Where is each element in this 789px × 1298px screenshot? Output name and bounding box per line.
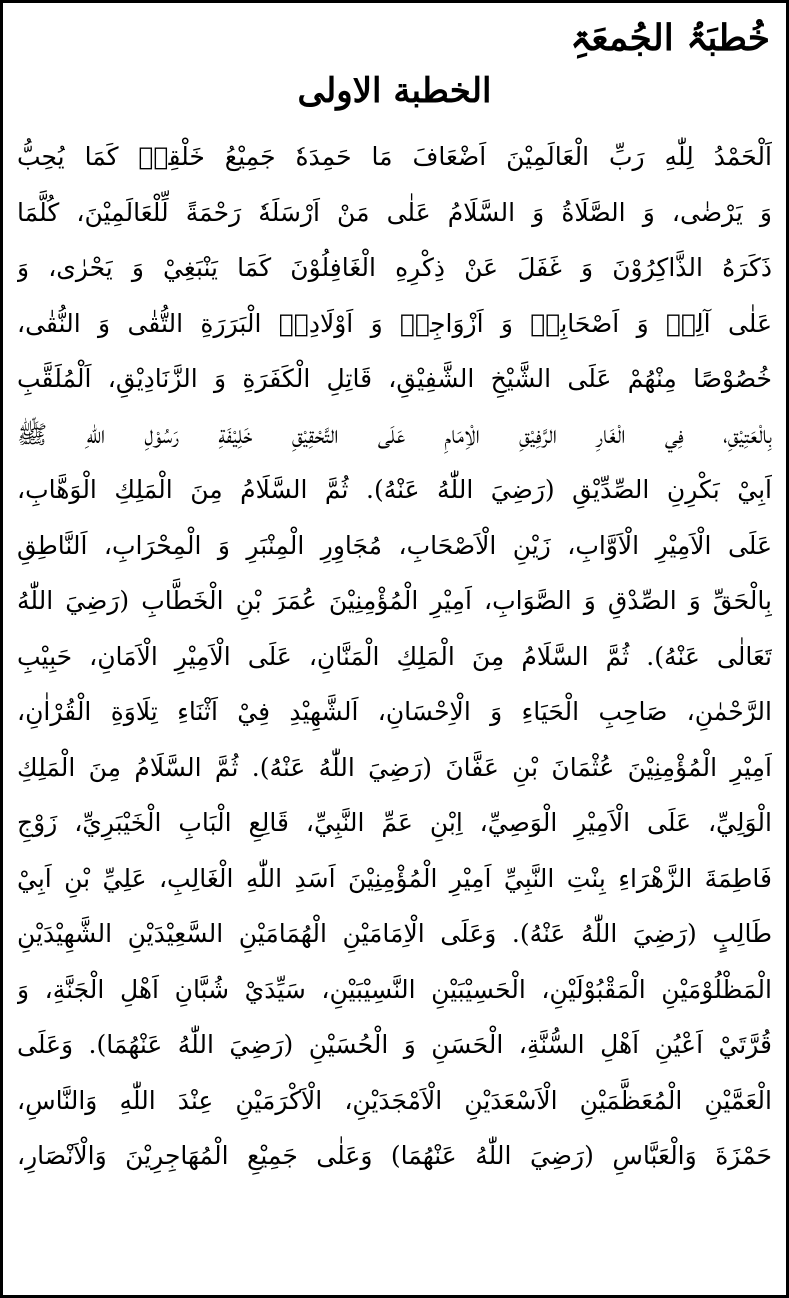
text-line: قُرَّتَيْ اَعْيُنِ اَهْلِ السُّنَّةِ، الْحَسَنِ وَ الْحُسَيْنِ (رَضِيَ اللّٰهُ عَنْهُمَا). وَعَلَى	[17, 1030, 772, 1059]
text-line: الْمَظْلُوْمَيْنِ الْمَقْبُوْلَيْنِ، الْحَسِيْبَيْنِ النَّسِيْبَيْنِ، سَيِّدَيْ شُبَّانِ اَهْلِ الْجَنَّةِ، وَ	[17, 974, 772, 1004]
text-line: خُصُوْصًا مِنْهُمْ عَلَى الشَّيْخِ الشَّفِيْقِ، قَاتِلِ الْكَفَرَةِ وَ الزَّنَادِيْقِ، اَلْمُلَقَّبِ	[17, 364, 772, 393]
text-line: وَ يَرْضٰى، وَ الصَّلَاةُ وَ السَّلَامُ عَلٰى مَنْ اَرْسَلَهٗ رَحْمَةً لِّلْعَالَمِيْنَ، كُلَّمَا	[17, 197, 772, 227]
text-line: الْوَلِيِّ، عَلَى الْاَمِيْرِ الْوَصِيِّ، اِبْنِ عَمِّ النَّبِيِّ، قَالِعِ الْبَابِ الْخَيْبَرِيِّ، زَوْجِ	[17, 808, 772, 837]
text-line: فَاطِمَةَ الزَّهْرَاءِ بِنْتِ النَّبِيِّ اَمِيْرِ الْمُؤْمِنِيْنَ اَسَدِ اللّٰهِ الْغَالِبِ، عَلِيِّ بْنِ اَبِيْ	[17, 863, 772, 893]
text-line: الرَّحْمٰنِ، صَاحِبِ الْحَيَاءِ وَ الْاِحْسَانِ، اَلشَّهِيْدِ فِيْ اَثْنَاءِ تِلَاوَةِ الْقُرْاٰنِ،	[17, 697, 772, 726]
text-line: طَالِبٍ (رَضِيَ اللّٰهُ عَنْهُ). وَعَلَى الْاِمَامَيْنِ الْهُمَامَيْنِ السَّعِيْدَيْنِ الشَّهِيْدَيْنِ	[17, 919, 772, 948]
text-line: عَلٰى آلِهٖ وَ اَصْحَابِهٖ وَ اَزْوَاجِهٖ وَ اَوْلَادِهٖ الْبَرَرَةِ التُّقٰى وَ النُّقٰى،	[17, 308, 772, 338]
text-line: ذَكَرَهُ الذَّاكِرُوْنَ وَ غَفَلَ عَنْ ذِكْرِهِ الْغَافِلُوْنَ كَمَا يَنْبَغِيْ وَ يَحْرٰى، وَ	[17, 253, 772, 282]
text-line: الْعَمَّيْنِ الْمُعَظَّمَيْنِ الْاَسْعَدَيْنِ الْاَمْجَدَيْنِ، الْاَكْرَمَيْنِ عِنْدَ اللّٰهِ وَالنَّاسِ،	[17, 1085, 772, 1115]
text-line: اَلْحَمْدُ لِلّٰهِ رَبِّ الْعَالَمِيْنَ اَضْعَافَ مَا حَمِدَهٗ جَمِيْعُ خَلْقِهٖ كَمَا يُحِبُّ	[17, 142, 772, 171]
document-subtitle: الخطبة الاولى	[297, 71, 492, 111]
sermon-text	[17, 129, 772, 1184]
text-line: اَمِيْرِ الْمُؤْمِنِيْنَ عُثْمَانَ بْنِ عَفَّانَ (رَضِيَ اللّٰهُ عَنْهُ). ثُمَّ السَّلَامُ مِنَ الْمَلِكِ	[17, 752, 772, 782]
text-line: بِالْحَقِّ وَ الصِّدْقِ وَ الصَّوَابِ، اَمِيْرِ الْمُؤْمِنِيْنَ عُمَرَ بْنِ الْخَطَّابِ (رَضِيَ اللّٰهُ	[17, 586, 772, 615]
text-line: عَلَى الْاَمِيْرِ الْاَوَّابِ، زَيْنِ الْاَصْحَابِ، مُجَاوِرِ الْمِنْبَرِ وَ الْمِحْرَابِ، اَلنَّاطِقِ	[17, 530, 772, 560]
text-line: تَعَالٰى عَنْهُ). ثُمَّ السَّلَامُ مِنَ الْمَلِكِ الْمَنَّانِ، عَلَى الْاَمِيْرِ الْاَمَانِ، حَبِيْبِ	[17, 641, 772, 671]
text-line: حَمْزَةَ وَالْعَبَّاسِ (رَضِيَ اللّٰهُ عَنْهُمَا) وَعَلٰى جَمِيْعِ الْمُهَاجِرِيْنَ وَالْاَنْصَارِ،	[17, 1141, 772, 1170]
text-line: بِالْعَتِيْقِ، فِي الْغَارِ الرَّفِيْقِ الْاِمَامِ عَلَى التَّحْقِيْقِ خَلِيْفَةِ رَسُوْلِ اللّٰهِ ﷺ	[17, 419, 772, 449]
document-title: خُطبَۃُ الجُمعَۃِ	[570, 17, 770, 59]
text-line: اَبِيْ بَكْرِنِ الصِّدِّيْقِ (رَضِيَ اللّٰهُ عَنْهُ). ثُمَّ السَّلَامُ مِنَ الْمَلِكِ الْوَهَّابِ،	[17, 475, 772, 504]
